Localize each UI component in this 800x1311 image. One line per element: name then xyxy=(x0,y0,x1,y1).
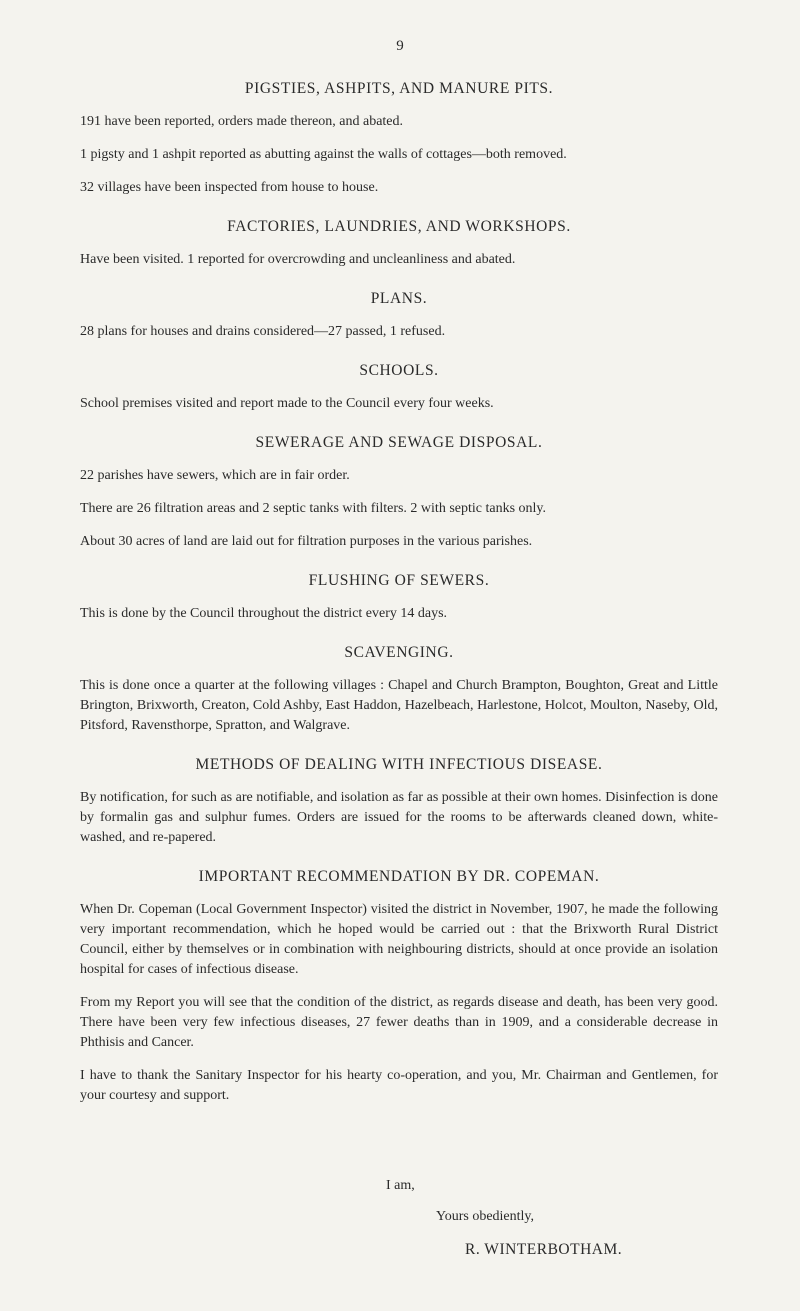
section-recommendation xyxy=(80,868,718,1106)
paragraph: Have been visited. 1 reported for overcrowding and uncleanliness and abated. xyxy=(80,252,516,267)
paragraph: This is done by the Council throughout the district every 14 days. xyxy=(80,606,448,621)
paragraph: By notification, for such as are notifiable, and isolation as far as possible at their own homes. Disinfection is done by formalin gas and sulphur fumes. Orders are issued for the rooms to be afterwards cleaned down, white-washed, and re-papered. xyxy=(80,790,718,845)
section-flushing xyxy=(80,572,718,624)
report-body xyxy=(80,80,718,1126)
section-heading: SCAVENGING. xyxy=(344,644,454,661)
paragraph: 22 parishes have sewers, which are in fair order. xyxy=(80,468,350,483)
paragraph: There are 26 filtration areas and 2 septic tanks with filters. 2 with septic tanks only. xyxy=(80,501,547,516)
paragraph: 191 have been reported, orders made thereon, and abated. xyxy=(80,114,404,129)
closing-salutation: I am, xyxy=(386,1178,415,1193)
section-sewerage xyxy=(80,434,718,552)
section-heading: IMPORTANT RECOMMENDATION BY DR. COPEMAN. xyxy=(198,868,600,885)
page-number: 9 xyxy=(396,38,404,54)
closing-valediction: Yours obediently, xyxy=(436,1209,535,1224)
section-heading: FACTORIES, LAUNDRIES, AND WORKSHOPS. xyxy=(227,218,571,235)
section-heading: METHODS OF DEALING WITH INFECTIOUS DISEASE. xyxy=(195,756,603,773)
section-heading: SEWERAGE AND SEWAGE DISPOSAL. xyxy=(255,434,543,451)
paragraph: 1 pigsty and 1 ashpit reported as abutting against the walls of cottages—both removed. xyxy=(80,147,567,162)
section-scavenging xyxy=(80,644,718,736)
section-heading: PLANS. xyxy=(370,290,428,307)
paragraph: 28 plans for houses and drains considered—27 passed, 1 refused. xyxy=(80,324,446,339)
section-pigsties xyxy=(80,80,718,198)
paragraph: I have to thank the Sanitary Inspector for his hearty co-operation, and you, Mr. Chairman and Gentlemen, for your courtesy and support. xyxy=(80,1068,718,1103)
section-heading: PIGSTIES, ASHPITS, AND MANURE PITS. xyxy=(244,80,554,97)
section-schools xyxy=(80,362,718,414)
section-heading: SCHOOLS. xyxy=(359,362,439,379)
paragraph: About 30 acres of land are laid out for filtration purposes in the various parishes. xyxy=(80,534,533,549)
paragraph: When Dr. Copeman (Local Government Inspector) visited the district in November, 1907, he made the following very important recommendation, which he hoped would be carried out : that the Brixworth Rural District Council, either by themselves or in combination with neighbouring districts, should at once provide an isolation hospital for cases of infectious disease. xyxy=(80,902,718,977)
paragraph: From my Report you will see that the condition of the district, as regards disease and death, has been very good. There have been very few infectious diseases, 27 fewer deaths than in 1909, and a considerable decrease in Phthisis and Cancer. xyxy=(80,995,718,1050)
paragraph: 32 villages have been inspected from house to house. xyxy=(80,180,379,195)
section-infectious-disease xyxy=(80,756,718,848)
section-heading: FLUSHING OF SEWERS. xyxy=(308,572,490,589)
section-plans xyxy=(80,290,718,342)
paragraph: School premises visited and report made to the Council every four weeks. xyxy=(80,396,494,411)
paragraph: This is done once a quarter at the following villages : Chapel and Church Brampton, Boughton, Great and Little Brington, Brixworth, Creaton, Cold Ashby, East Haddon, Hazelbeach, Harlestone, Holcot, Moulton, Naseby, Old, Pitsford, Ravensthorpe, Spratton, and Walgrave. xyxy=(80,678,718,733)
signature: R. WINTERBOTHAM. xyxy=(465,1241,623,1258)
section-factories xyxy=(80,218,718,270)
